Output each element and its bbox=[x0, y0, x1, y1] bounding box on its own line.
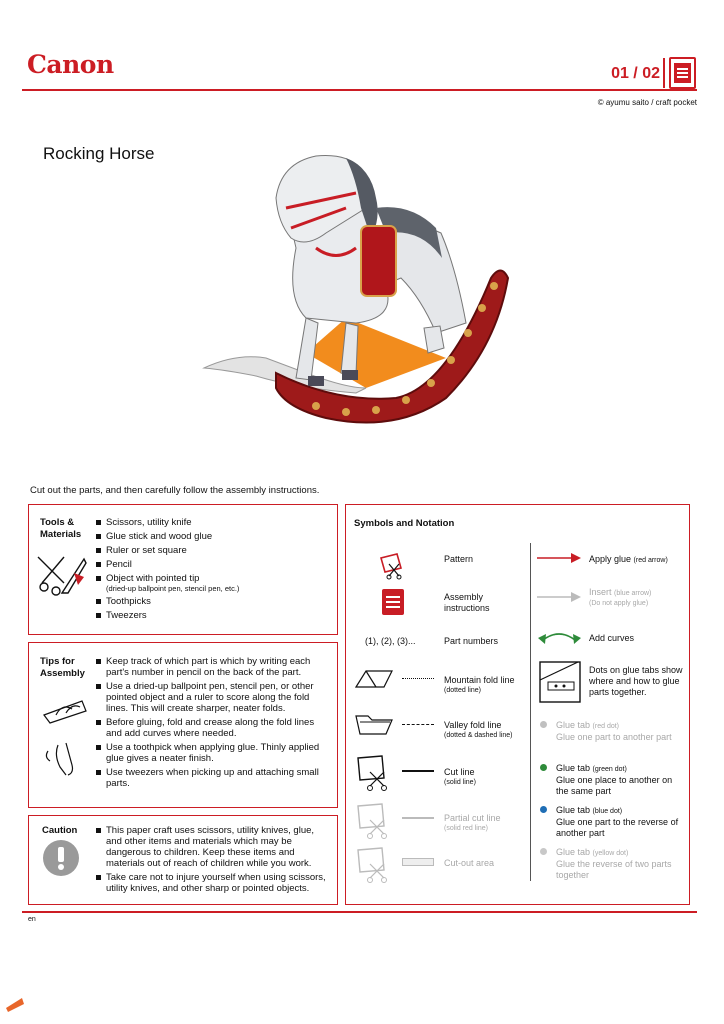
caution-heading: Caution bbox=[42, 825, 78, 836]
apply-glue-sub: (red arrow) bbox=[633, 557, 668, 564]
list-item: Use a toothpick when applying glue. Thinly applied glue gives a neater finish. bbox=[96, 742, 332, 764]
warning-icon bbox=[43, 840, 79, 876]
glue-tab-red bbox=[556, 720, 684, 743]
glue-tab-yellow bbox=[556, 847, 684, 881]
brand-logo: Canon bbox=[27, 50, 114, 79]
valley-fold-line bbox=[402, 724, 434, 725]
page-title: Rocking Horse bbox=[43, 144, 155, 163]
insert-text: Insert bbox=[589, 587, 612, 597]
corner-logo-icon bbox=[4, 996, 26, 1014]
list-item: Pencil bbox=[96, 559, 331, 570]
partial-cut-line bbox=[402, 817, 434, 819]
partial-cut-icon bbox=[354, 800, 394, 840]
rocking-horse-illustration bbox=[196, 148, 512, 428]
list-item: Toothpicks bbox=[96, 596, 331, 607]
glue-yellow-sub: (yellow dot) bbox=[592, 850, 629, 857]
list-item: This paper craft uses scissors, utility knives, glue, and other items and materials which may be dangerous to children. Keep these items and materials out of reach of children while you work. bbox=[96, 825, 332, 869]
cutout-area-label: Cut-out area bbox=[444, 858, 495, 868]
red-arrow-icon bbox=[537, 552, 582, 564]
cut-line-label bbox=[444, 767, 476, 787]
glue-blue-text: Glue tab bbox=[556, 805, 591, 815]
header-divider bbox=[663, 58, 665, 88]
yellow-dot-icon bbox=[540, 848, 547, 855]
header-rule bbox=[22, 89, 697, 91]
list-item: Scissors, utility knife bbox=[96, 517, 331, 528]
glue-green-sub: (green dot) bbox=[592, 766, 627, 773]
assembly-label: Assembly instructions bbox=[444, 592, 490, 613]
cutout-area-icon bbox=[354, 844, 394, 884]
glue-yellow-desc: Glue the reverse of two parts together bbox=[556, 859, 672, 880]
cut-sub: (solid line) bbox=[444, 779, 476, 786]
blue-dot-icon bbox=[540, 806, 547, 813]
assembly-icon bbox=[380, 587, 406, 617]
red-dot-icon bbox=[540, 721, 547, 728]
list-item: Use tweezers when picking up and attaching small parts. bbox=[96, 767, 332, 789]
symbols-divider bbox=[530, 543, 531, 881]
document-icon bbox=[669, 57, 696, 89]
tips-list bbox=[96, 656, 332, 789]
insert-sub: (blue arrow) bbox=[614, 590, 652, 597]
glue-yellow-text: Glue tab bbox=[556, 847, 591, 857]
footer-rule bbox=[22, 911, 697, 913]
grey-arrow-icon bbox=[537, 591, 582, 603]
mountain-sub: (dotted line) bbox=[444, 687, 481, 694]
partial-text: Partial cut line bbox=[444, 813, 501, 823]
apply-glue-label bbox=[589, 554, 668, 566]
mountain-fold-label bbox=[444, 675, 515, 695]
glue-tab-green bbox=[556, 763, 684, 797]
cutout-area-swatch bbox=[402, 858, 434, 866]
language-code: en bbox=[28, 916, 36, 923]
tips-heading: Tips for Assembly bbox=[40, 656, 85, 679]
partial-cut-label bbox=[444, 813, 501, 833]
list-item: Take care not to injure yourself when using scissors, utility knives, and other sharp or pointed objects. bbox=[96, 872, 332, 894]
glue-blue-sub: (blue dot) bbox=[592, 808, 623, 815]
apply-glue-text: Apply glue bbox=[589, 554, 632, 564]
page-number: 01 / 02 bbox=[611, 65, 660, 82]
add-curves-label: Add curves bbox=[589, 633, 635, 643]
green-dot-icon bbox=[540, 764, 547, 771]
tools-list bbox=[96, 517, 331, 621]
glue-green-desc: Glue one place to another on the same part bbox=[556, 775, 673, 796]
insert-label bbox=[589, 587, 651, 608]
glue-blue-desc: Glue one part to the reverse of another part bbox=[556, 817, 679, 838]
pattern-icon bbox=[377, 550, 407, 580]
part-numbers-symbol: (1), (2), (3)... bbox=[365, 636, 416, 646]
part-numbers-label: Part numbers bbox=[444, 636, 499, 646]
curve-arrow-icon bbox=[537, 628, 582, 646]
symbols-heading: Symbols and Notation bbox=[354, 518, 455, 529]
item-label: Object with pointed tip bbox=[106, 573, 200, 584]
glue-green-text: Glue tab bbox=[556, 763, 591, 773]
glue-red-desc: Glue one part to another part bbox=[556, 732, 672, 742]
glue-red-text: Glue tab bbox=[556, 720, 591, 730]
item-sub: (dried-up ballpoint pen, stencil pen, etc.) bbox=[106, 584, 240, 593]
list-item: Tweezers bbox=[96, 610, 331, 621]
tools-heading: Tools & Materials bbox=[40, 517, 82, 540]
insert-note: (Do not apply glue) bbox=[589, 600, 649, 607]
list-item: Before gluing, fold and crease along the fold lines and add curves where needed. bbox=[96, 717, 332, 739]
glue-tab-blue bbox=[556, 805, 684, 839]
valley-sub: (dotted & dashed line) bbox=[444, 732, 513, 739]
valley-fold-label bbox=[444, 720, 513, 740]
list-item: Glue stick and wood glue bbox=[96, 531, 331, 542]
glue-dots-icon bbox=[538, 660, 582, 704]
list-item: Ruler or set square bbox=[96, 545, 331, 556]
cut-line bbox=[402, 770, 434, 772]
mountain-fold-icon bbox=[354, 667, 394, 689]
caution-list bbox=[96, 825, 332, 894]
glue-dots-label: Dots on glue tabs show where and how to glue parts together. bbox=[589, 665, 683, 697]
pattern-label: Pattern bbox=[444, 554, 474, 564]
cut-line-icon bbox=[354, 752, 394, 792]
mountain-text: Mountain fold line bbox=[444, 675, 515, 685]
intro-text: Cut out the parts, and then carefully follow the assembly instructions. bbox=[30, 485, 320, 496]
glue-red-sub: (red dot) bbox=[592, 723, 620, 730]
list-item: Keep track of which part is which by writing each part's number in pencil on the back of the part. bbox=[96, 656, 332, 678]
mountain-fold-line bbox=[402, 678, 434, 679]
list-item: Use a dried-up ballpoint pen, stencil pen, or other pointed object and a ruler to score along the fold lines. This will create sharper, neater folds. bbox=[96, 681, 332, 714]
cut-text: Cut line bbox=[444, 767, 475, 777]
valley-fold-icon bbox=[354, 712, 394, 736]
partial-sub: (solid red line) bbox=[444, 825, 488, 832]
valley-text: Valley fold line bbox=[444, 720, 502, 730]
credit-text: © ayumu saito / craft pocket bbox=[597, 98, 697, 107]
list-item bbox=[96, 573, 331, 593]
hands-tools-icon bbox=[42, 695, 92, 780]
scissors-ruler-icon bbox=[34, 553, 90, 599]
